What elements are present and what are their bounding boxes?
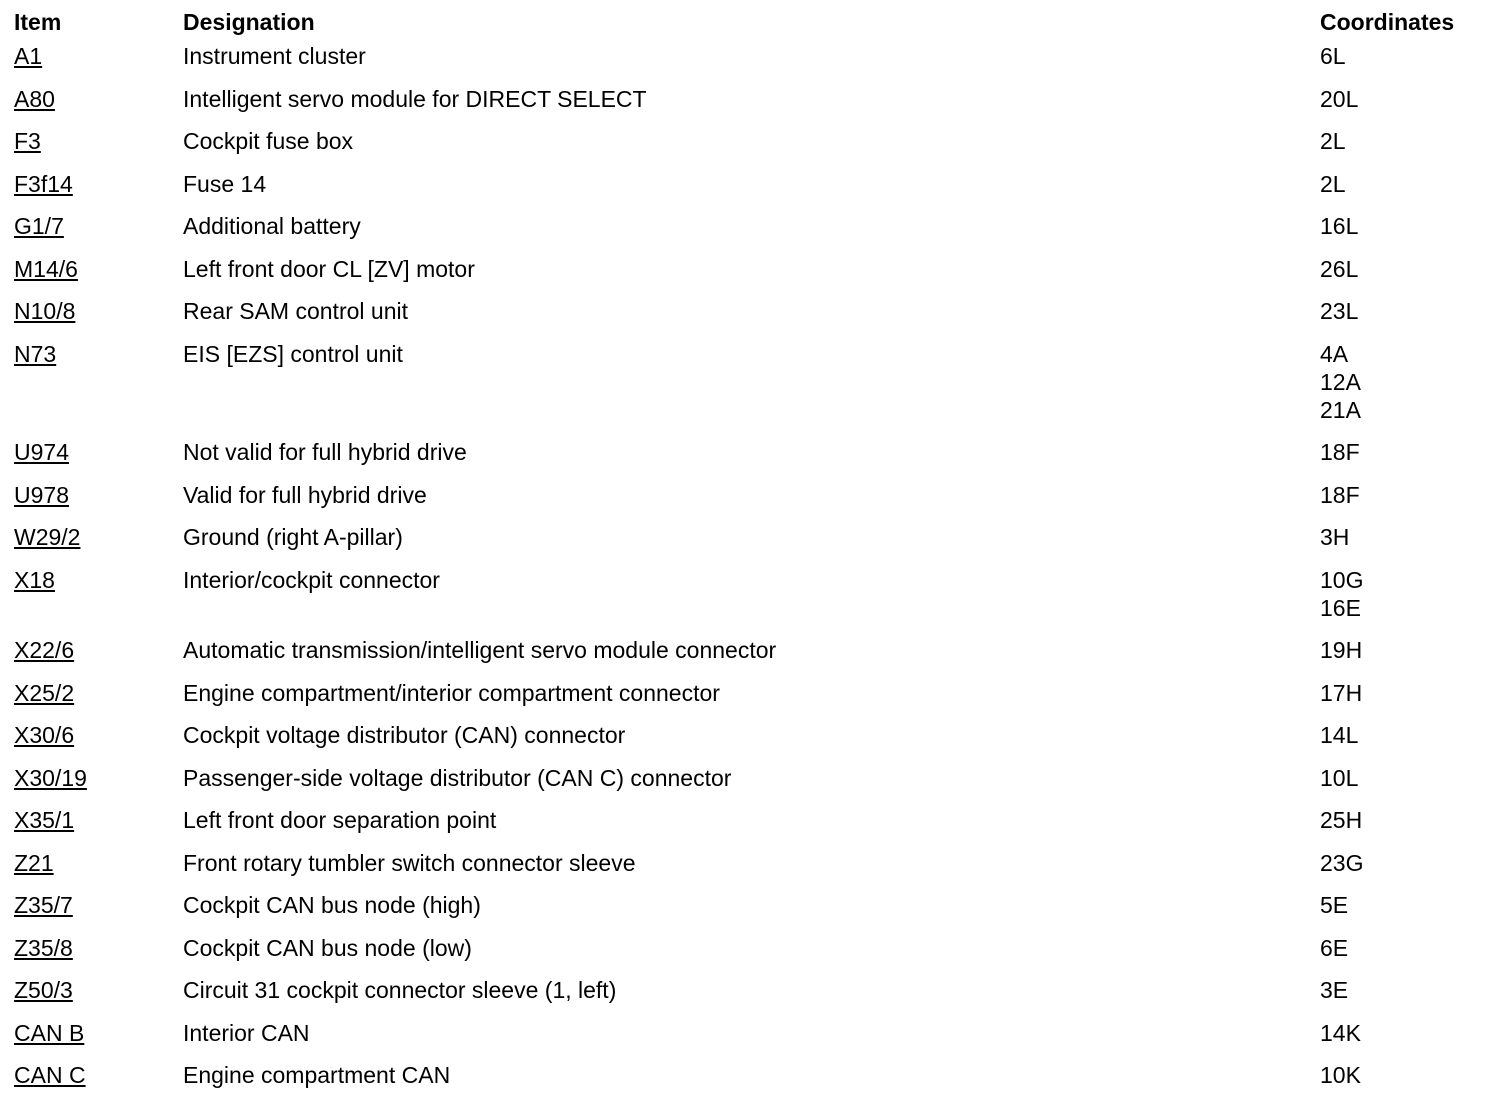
table-row xyxy=(14,170,1494,213)
coordinates-cell xyxy=(1320,170,1494,213)
table-row xyxy=(14,127,1494,170)
designation-cell: Front rotary tumbler switch connector sleeve xyxy=(183,849,636,876)
item-link[interactable]: N10/8 xyxy=(14,298,76,324)
designation-cell: Intelligent servo module for DIRECT SELECT xyxy=(183,85,647,112)
designation-cell: Cockpit fuse box xyxy=(183,128,354,154)
item-cell xyxy=(14,170,183,213)
coordinate-value: 16L xyxy=(1320,213,1359,239)
table-row xyxy=(14,42,1494,85)
coordinates-cell xyxy=(1320,849,1494,892)
coordinates-cell xyxy=(1320,523,1494,566)
coordinate-value: 19H xyxy=(1320,637,1363,663)
coordinate-value: 21A xyxy=(1320,396,1361,423)
item-link[interactable]: F3 xyxy=(14,128,41,154)
designation-cell: Passenger-side voltage distributor (CAN C) connector xyxy=(183,764,732,791)
table-row xyxy=(14,1019,1494,1062)
table-body xyxy=(14,42,1494,1104)
item-link[interactable]: X35/1 xyxy=(14,807,75,833)
coordinate-value: 2L xyxy=(1320,128,1346,154)
designation-cell: Left front door separation point xyxy=(183,807,497,833)
coordinate-value: 18F xyxy=(1320,481,1360,508)
table-row xyxy=(14,1061,1494,1104)
designation-cell: Engine compartment/interior compartment connector xyxy=(183,679,720,706)
coordinate-value: 26L xyxy=(1320,255,1359,282)
item-link[interactable]: N73 xyxy=(14,340,57,367)
column-header-item: Item xyxy=(14,9,62,35)
column-header-designation: Designation xyxy=(183,9,315,35)
item-link[interactable]: CAN C xyxy=(14,1062,86,1088)
item-cell xyxy=(14,340,183,439)
item-cell xyxy=(14,1061,183,1104)
coordinate-value: 2L xyxy=(1320,170,1346,197)
coordinate-value: 6E xyxy=(1320,934,1349,961)
coordinates-cell xyxy=(1320,297,1494,340)
table-row xyxy=(14,566,1494,637)
coordinates-cell xyxy=(1320,340,1494,439)
coordinates-cell xyxy=(1320,636,1494,679)
coordinate-value: 14L xyxy=(1320,722,1359,748)
item-cell xyxy=(14,42,183,85)
designation-cell: Rear SAM control unit xyxy=(183,298,408,324)
coordinate-value: 4A xyxy=(1320,340,1349,367)
coordinate-value: 12A xyxy=(1320,368,1361,395)
designation-cell: Not valid for full hybrid drive xyxy=(183,439,467,465)
coordinates-cell xyxy=(1320,566,1494,637)
coordinates-cell xyxy=(1320,806,1494,849)
designation-cell: Ground (right A-pillar) xyxy=(183,524,403,550)
table-row xyxy=(14,85,1494,128)
table-row xyxy=(14,255,1494,298)
table-row xyxy=(14,212,1494,255)
item-link[interactable]: X30/19 xyxy=(14,764,87,791)
table-row xyxy=(14,679,1494,722)
item-link[interactable]: CAN B xyxy=(14,1019,85,1046)
coordinates-cell xyxy=(1320,891,1494,934)
table-row xyxy=(14,934,1494,977)
coordinate-value: 6L xyxy=(1320,43,1346,69)
item-cell xyxy=(14,438,183,481)
designation-cell: Valid for full hybrid drive xyxy=(183,481,427,508)
coordinates-cell xyxy=(1320,934,1494,977)
coordinates-cell xyxy=(1320,976,1494,1019)
coordinates-cell xyxy=(1320,764,1494,807)
table-row xyxy=(14,891,1494,934)
coordinates-cell xyxy=(1320,438,1494,481)
column-header-coordinates: Coordinates xyxy=(1320,9,1455,35)
coordinate-value: 23L xyxy=(1320,298,1359,324)
table-row xyxy=(14,481,1494,524)
component-legend-table xyxy=(14,6,1494,1104)
item-link[interactable]: W29/2 xyxy=(14,524,81,550)
designation-cell: Instrument cluster xyxy=(183,43,366,69)
coordinates-cell xyxy=(1320,85,1494,128)
item-cell xyxy=(14,1019,183,1062)
item-cell xyxy=(14,721,183,764)
designation-cell: Cockpit CAN bus node (low) xyxy=(183,934,472,961)
coordinate-value: 20L xyxy=(1320,85,1359,112)
designation-cell: Fuse 14 xyxy=(183,170,267,197)
coordinates-cell xyxy=(1320,481,1494,524)
coordinates-cell xyxy=(1320,127,1494,170)
designation-cell: Left front door CL [ZV] motor xyxy=(183,255,475,282)
coordinate-value: 3H xyxy=(1320,524,1350,550)
item-cell xyxy=(14,679,183,722)
header-row xyxy=(14,6,1494,42)
item-link[interactable]: U974 xyxy=(14,439,69,465)
item-link[interactable]: Z35/7 xyxy=(14,892,73,918)
coordinate-value: 14K xyxy=(1320,1019,1361,1046)
designation-cell: Interior/cockpit connector xyxy=(183,566,440,593)
coordinate-value: 3E xyxy=(1320,977,1349,1003)
item-link[interactable]: F3f14 xyxy=(14,170,73,197)
item-link[interactable]: Z21 xyxy=(14,849,54,876)
table-row xyxy=(14,764,1494,807)
coordinate-value: 5E xyxy=(1320,892,1349,918)
coordinates-cell xyxy=(1320,721,1494,764)
item-link[interactable]: X22/6 xyxy=(14,637,75,663)
designation-cell: EIS [EZS] control unit xyxy=(183,340,403,367)
item-link[interactable]: Z35/8 xyxy=(14,934,73,961)
designation-cell: Cockpit CAN bus node (high) xyxy=(183,892,481,918)
coordinate-value: 23G xyxy=(1320,849,1364,876)
item-cell xyxy=(14,636,183,679)
designation-cell: Engine compartment CAN xyxy=(183,1062,451,1088)
item-link[interactable]: M14/6 xyxy=(14,255,78,282)
coordinate-value: 25H xyxy=(1320,807,1363,833)
item-cell xyxy=(14,523,183,566)
table-header xyxy=(14,6,1494,42)
coordinates-cell xyxy=(1320,42,1494,85)
item-link[interactable]: A1 xyxy=(14,43,43,69)
item-cell xyxy=(14,127,183,170)
coordinates-cell xyxy=(1320,1019,1494,1062)
item-cell xyxy=(14,255,183,298)
table-row xyxy=(14,806,1494,849)
table-row xyxy=(14,636,1494,679)
coordinate-value: 10G xyxy=(1320,566,1364,593)
item-link[interactable]: X30/6 xyxy=(14,722,75,748)
item-cell xyxy=(14,976,183,1019)
item-link[interactable]: G1/7 xyxy=(14,213,64,239)
table-row xyxy=(14,297,1494,340)
item-cell xyxy=(14,891,183,934)
designation-cell: Interior CAN xyxy=(183,1019,310,1046)
item-link[interactable]: A80 xyxy=(14,85,55,112)
designation-cell: Circuit 31 cockpit connector sleeve (1, left) xyxy=(183,977,617,1003)
coordinates-cell xyxy=(1320,679,1494,722)
item-cell xyxy=(14,212,183,255)
item-link[interactable]: Z50/3 xyxy=(14,977,73,1003)
table-row xyxy=(14,721,1494,764)
table-row xyxy=(14,849,1494,892)
designation-cell: Cockpit voltage distributor (CAN) connector xyxy=(183,722,626,748)
coordinates-cell xyxy=(1320,212,1494,255)
coordinate-value: 10L xyxy=(1320,764,1359,791)
item-cell xyxy=(14,85,183,128)
coordinate-value: 17H xyxy=(1320,679,1363,706)
item-cell xyxy=(14,806,183,849)
designation-cell: Additional battery xyxy=(183,213,361,239)
coordinate-value: 10K xyxy=(1320,1062,1361,1088)
coordinate-value: 18F xyxy=(1320,439,1360,465)
table-row xyxy=(14,340,1494,439)
item-cell xyxy=(14,934,183,977)
table-row xyxy=(14,976,1494,1019)
coordinate-value: 16E xyxy=(1320,594,1361,621)
item-link[interactable]: U978 xyxy=(14,481,69,508)
table-row xyxy=(14,438,1494,481)
item-link[interactable]: X18 xyxy=(14,566,55,593)
item-cell xyxy=(14,566,183,637)
item-link[interactable]: X25/2 xyxy=(14,679,75,706)
item-cell xyxy=(14,481,183,524)
item-cell xyxy=(14,297,183,340)
coordinates-cell xyxy=(1320,1061,1494,1104)
item-cell xyxy=(14,849,183,892)
item-cell xyxy=(14,764,183,807)
designation-cell: Automatic transmission/intelligent servo module connector xyxy=(183,637,777,663)
table-row xyxy=(14,523,1494,566)
coordinates-cell xyxy=(1320,255,1494,298)
